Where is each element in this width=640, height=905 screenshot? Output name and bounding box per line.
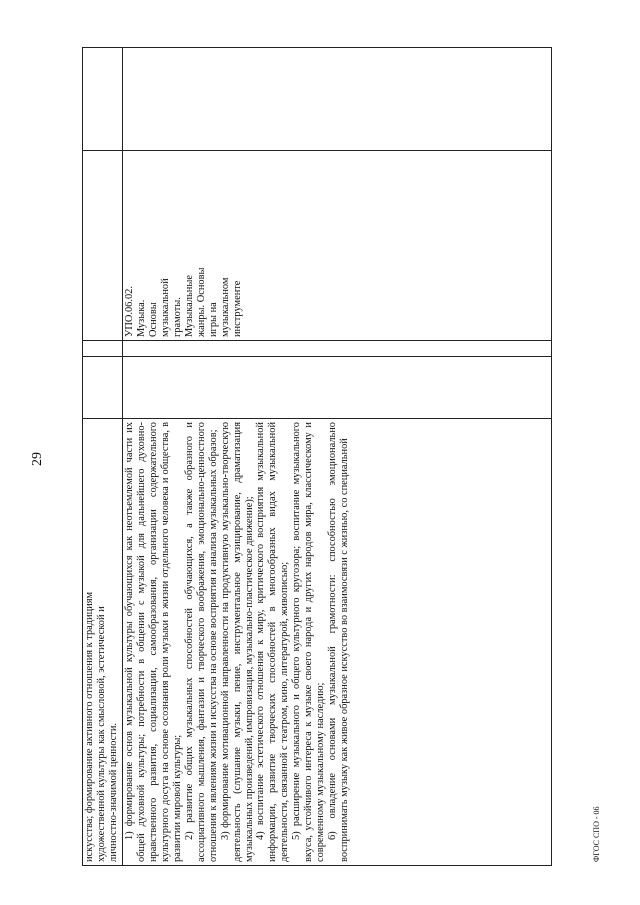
subject-line: УПО.06.02. (124, 286, 135, 337)
table-row (83, 48, 123, 866)
content-paragraph: 2) развитие общих музыкальных способностей обучающихся, а также образного и ассоциативного мышления, фантазии и творческого воображения, эмоционально-ценностного отношения к явлениям жизни и искусства на основе восприятия и анализа музыкальных образов; (183, 422, 219, 862)
table-cell-empty (123, 341, 552, 357)
document-table (82, 47, 552, 866)
content-text: искусства; формирование активного отношения к традициям (84, 591, 95, 862)
subject-line: Основы (147, 302, 159, 337)
table-cell-empty (123, 48, 552, 151)
content-paragraph: 4) воспитание эстетического отношения к миру, критического восприятия музыкальной информации, развитие творческих способностей в многообразных видах музыкальной деятельности, связанной с театром, кино, литературой, живописью; (255, 422, 291, 862)
table-cell-subject (123, 151, 552, 341)
content-paragraph: 5) расширение музыкального и общего культурного кругозора; воспитание музыкального вкуса, устойчивого интереса к музыке своего народа и других народов мира, классическому и современному музыкальному наследию; (291, 422, 327, 862)
subject-line: инструменте (231, 280, 243, 337)
table-cell-empty (83, 341, 123, 357)
content-paragraph: 6) овладение основами музыкальной грамотности: способностью эмоционально воспринимать музыку как живое образное искусство во взаимосвязи с жизнью, со специальной (327, 422, 351, 862)
subject-line: Музыкальные (183, 275, 195, 337)
page-number: 29 (30, 452, 45, 466)
content-text: художественной культуры как смысловой, эстетической и (95, 606, 107, 862)
content-paragraph: 1) формирование основ музыкальной культуры обучающихся как неотъемлемой части их общей духовной культуры; потребности в общении с музыкой для дальнейшего духовно-нравственного развития, социализации, самообразования, организации содержательного культурного досуга на основе осознания роли музыки в жизни отдельного человека и общества, в развитии мировой культуры; (124, 422, 183, 862)
document-table-container (82, 48, 552, 866)
content-text: личностно-значимой ценности. (107, 723, 119, 862)
footer-code: ФГОС СПО - 06 (592, 806, 601, 862)
table-cell-content-top (83, 419, 123, 866)
table-row (123, 48, 552, 866)
table-cell-empty (83, 151, 123, 341)
table-cell-empty (83, 357, 123, 419)
subject-line: музыкальной (159, 278, 171, 337)
subject-line: жанры. Основы (195, 267, 207, 337)
table-cell-empty (83, 48, 123, 151)
subject-line: грамоты. (171, 297, 183, 337)
content-paragraph: 3) формирование мотивационной направленности на продуктивную музыкально-творческую деятельность (слушание музыки, пение, инструментальное музицирование, драматизация музыкальных произведений, импровизация, музыкально-пластическое движение); (219, 422, 255, 862)
subject-line: Музыка. (135, 299, 147, 337)
subject-line: игры на (207, 302, 219, 337)
subject-line: музыкальном (219, 277, 231, 337)
table-cell-empty (123, 357, 552, 419)
table-cell-content (123, 419, 552, 866)
